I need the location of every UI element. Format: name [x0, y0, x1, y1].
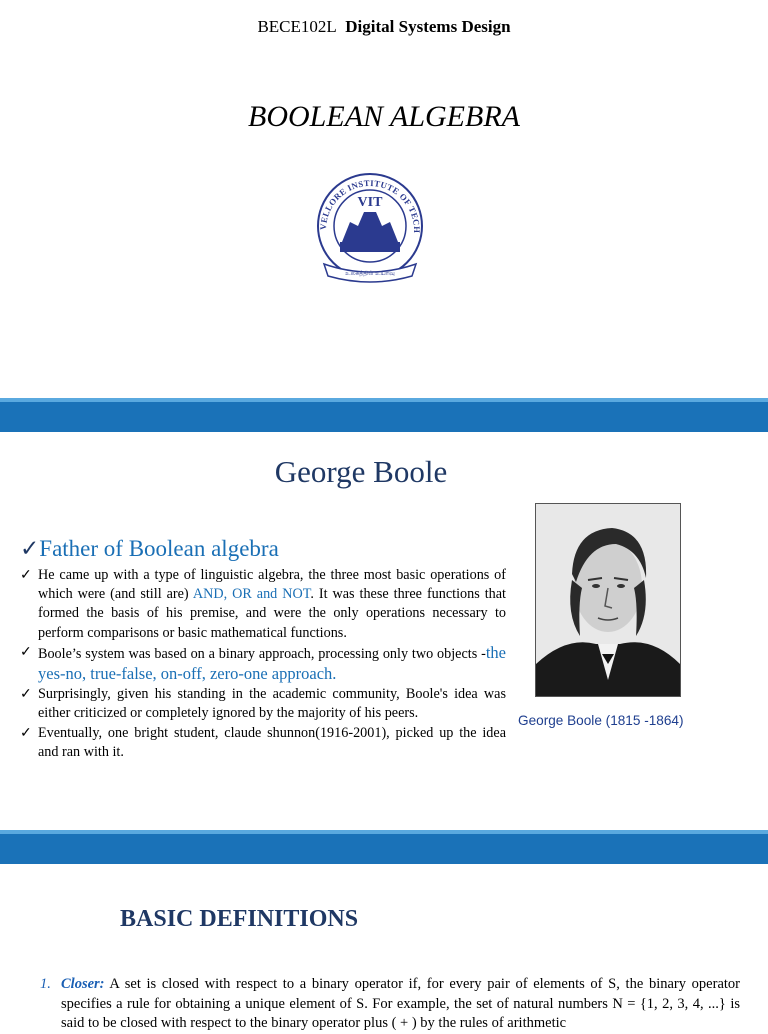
check-icon: ✓ — [20, 686, 32, 703]
definition-term: Closer: — [61, 976, 105, 992]
definition-item — [40, 975, 740, 1034]
slide-title: BOOLEAN ALGEBRA — [248, 100, 520, 133]
check-icon: ✓ — [20, 643, 32, 660]
check-icon: ✓ — [20, 536, 40, 561]
logo-arc-text: VELLORE INSTITUTE OF TECH — [317, 177, 423, 234]
george-boole-portrait — [535, 503, 681, 697]
definition-list — [40, 975, 740, 1034]
bullet-item: ✓ He came up with a type of linguistic algebra, the three most basic operations of which were (and still are) AND, OR and NOT. It was these three functions that formed the basis of his premise, and were the only operations necessary to perform comparisons or basic mathematical functions. — [20, 567, 506, 641]
bullet-item: ✓ Eventually, one bright student, claude shunnon(1916-2001), picked up the idea and ran with it. — [20, 724, 506, 760]
bullet-item: ✓ Boole’s system was based on a binary approach, processing only two objects -the yes-no, true-false, on-off, zero-one approach. — [20, 642, 506, 684]
logo-motto: உலகத்தில் உயர்வு — [345, 270, 395, 277]
definition-text: A set is closed with respect to a binary operator if, for every pair of elements of S, the binary operator specifies a rule for obtaining a unique element of S. For example, the set of natural numbers N = {1, 2, 3, 4, ...} is said to be closed with respect to the binary operator plus ( + ) by the rules of arithmetic — [61, 976, 740, 1031]
course-header — [0, 17, 768, 37]
highlight-text: AND, OR and NOT — [192, 586, 311, 603]
subheading-text: Father of Boolean algebra — [39, 536, 279, 561]
vit-logo — [312, 168, 428, 286]
highlight-text: the yes-no, true-false, on-off, zero-one approach — [38, 642, 506, 684]
course-code: BECE102L — [257, 17, 337, 36]
slide-title: George Boole — [274, 454, 448, 489]
definition-number: 1. — [40, 976, 51, 992]
logo-center-text: VIT — [357, 195, 383, 210]
check-icon: ✓ — [20, 567, 32, 583]
course-name: Digital Systems Design — [345, 17, 511, 36]
slide-separator — [0, 402, 768, 432]
slide-separator — [0, 834, 768, 864]
slide-title: BASIC DEFINITIONS — [120, 906, 359, 932]
bullet-list — [20, 566, 506, 762]
portrait-caption: George Boole (1815 -1864) — [518, 713, 684, 728]
bullet-item: ✓ Surprisingly, given his standing in the academic community, Boole's idea was either criticized or completely ignored by the majority of his peers. — [20, 686, 506, 722]
check-icon: ✓ — [20, 724, 32, 741]
subheading — [20, 536, 279, 562]
